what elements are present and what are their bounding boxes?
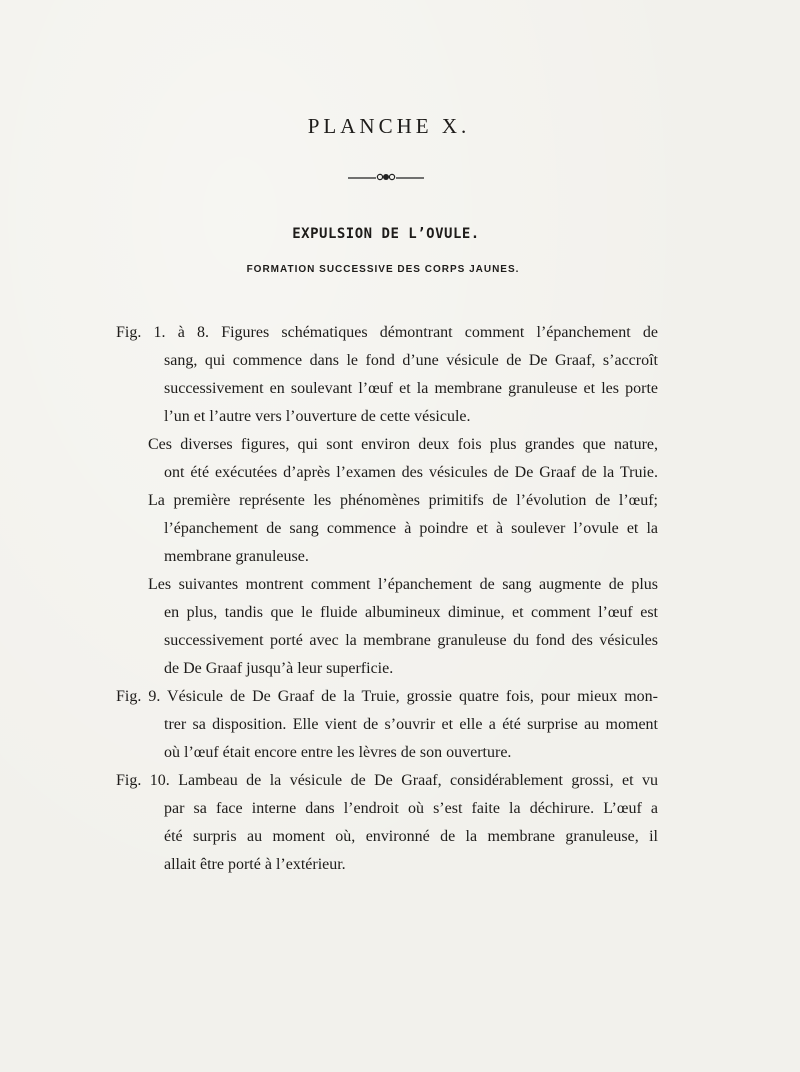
- text-line: par sa face interne dans l’endroit où s’est faite la déchirure. L’œuf a: [164, 800, 658, 817]
- text-line: en plus, tandis que le fluide albumineux diminue, et comment l’œuf est: [164, 604, 658, 621]
- text-line: ont été exécutées d’après l’examen des vésicules de De Graaf de la Truie.: [164, 464, 658, 481]
- text-line: l’un et l’autre vers l’ouverture de cette vésicule.: [164, 408, 471, 425]
- text-line: successivement porté avec la membrane granuleuse du fond des vésicules: [164, 632, 658, 649]
- plate-description: [116, 319, 658, 879]
- text-line: sang, qui commence dans le fond d’une vésicule de De Graaf, s’accroît: [164, 352, 658, 369]
- text-line: été surpris au moment où, environné de la membrane granuleuse, il: [164, 828, 658, 845]
- text-line: Fig. 1. à 8. Figures schématiques démontrant comment l’épanchement de: [116, 324, 658, 341]
- text-line: allait être porté à l’extérieur.: [164, 856, 346, 873]
- text-line: trer sa disposition. Elle vient de s’ouvrir et elle a été surprise au moment: [164, 716, 658, 733]
- text-line: membrane granuleuse.: [164, 548, 309, 565]
- ornament-divider: [348, 170, 424, 184]
- text-line: Ces diverses figures, qui sont environ deux fois plus grandes que nature,: [148, 436, 658, 453]
- section-subheading: FORMATION SUCCESSIVE DES CORPS JAUNES.: [246, 264, 520, 275]
- text-line: de De Graaf jusqu’à leur superficie.: [164, 660, 394, 677]
- section-heading: EXPULSION DE L’OVULE.: [292, 226, 480, 242]
- plate-title: PLANCHE X.: [307, 114, 471, 138]
- text-line: Fig. 9. Vésicule de De Graaf de la Truie, grossie quatre fois, pour mieux mon-: [116, 688, 658, 705]
- text-line: successivement en soulevant l’œuf et la membrane granuleuse et les porte: [164, 380, 658, 397]
- text-line: Les suivantes montrent comment l’épanchement de sang augmente de plus: [148, 576, 658, 593]
- text-line: l’épanchement de sang commence à poindre et à soulever l’ovule et la: [164, 520, 658, 537]
- text-line: Fig. 10. Lambeau de la vésicule de De Graaf, considérablement grossi, et vu: [116, 772, 658, 789]
- text-line: où l’œuf était encore entre les lèvres de son ouverture.: [164, 744, 512, 761]
- text-line: La première représente les phénomènes primitifs de l’évolution de l’œuf;: [148, 492, 658, 509]
